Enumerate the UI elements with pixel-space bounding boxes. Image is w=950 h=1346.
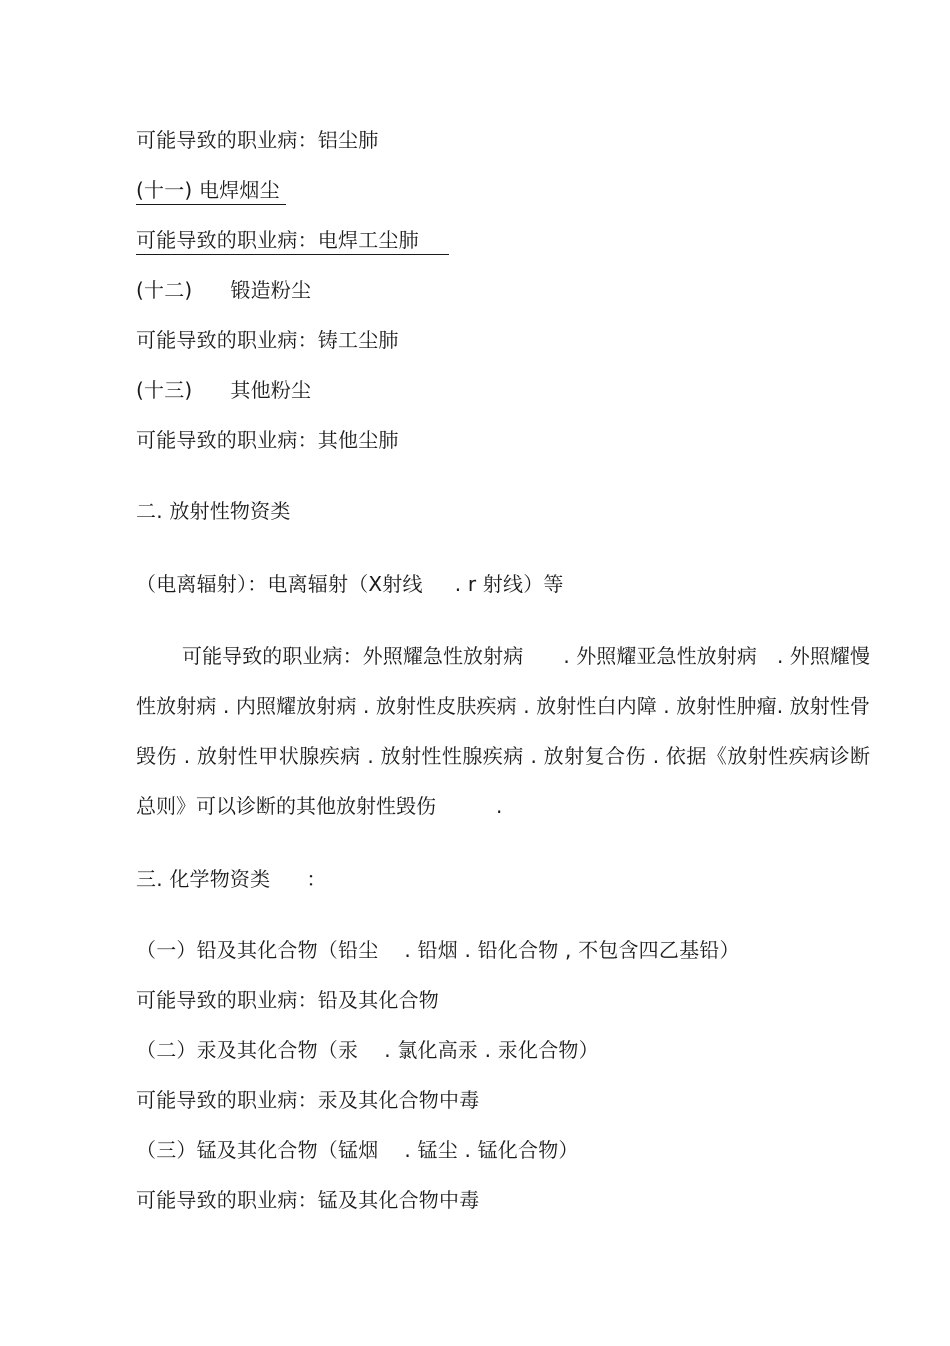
heading-mercury-compounds (136, 1037, 599, 1063)
heading-number: (十二) (136, 278, 193, 302)
section-heading-radioactive (136, 498, 291, 524)
section-title: 三. 化学物资类 (136, 867, 271, 891)
text: 可能导致的职业病：铅及其化合物 (136, 988, 439, 1012)
text: 可能导致的职业病：锰及其化合物中毒 (136, 1188, 480, 1212)
heading-text: 其他粉尘 (230, 378, 312, 402)
section-colon: ： (306, 867, 327, 891)
heading-other-dust (136, 377, 311, 403)
text-part-b: . r 射线）等 (454, 572, 564, 596)
text-part-b: . 氯化高汞 . 汞化合物） (384, 1038, 599, 1062)
line-other-pneumoconiosis (136, 427, 399, 453)
heading-number: (十三) (136, 378, 193, 402)
line-welder-pneumoconiosis (136, 227, 449, 253)
text: 可能导致的职业病：铸工尘肺 (136, 328, 399, 352)
text: 可能导致的职业病：电焊工尘肺 (136, 228, 449, 255)
text-part-a: （二）汞及其化合物（汞 (136, 1038, 359, 1062)
text-part-b: . 锰尘 . 锰化合物） (404, 1138, 579, 1162)
paragraph-radiation-diseases (136, 631, 870, 831)
heading-forging-dust (136, 277, 311, 303)
heading-text: (十一) 电焊烟尘 (136, 178, 286, 205)
line-ionizing-radiation (136, 571, 564, 597)
section-title: 二. 放射性物资类 (136, 499, 291, 523)
heading-manganese-compounds (136, 1137, 579, 1163)
text-part-a: （一）铅及其化合物（铅尘 (136, 938, 379, 962)
heading-welding-fume (136, 177, 286, 203)
text: 可能导致的职业病：汞及其化合物中毒 (136, 1088, 480, 1112)
line-aluminum-pneumoconiosis (136, 127, 378, 153)
section-heading-chemical (136, 866, 327, 892)
text-part-b: . 铅烟 . 铅化合物 , 不包含四乙基铅） (404, 938, 740, 962)
text: 可能导致的职业病：铝尘肺 (136, 128, 379, 152)
heading-text: 锻造粉尘 (230, 278, 312, 302)
line-mercury-poisoning (136, 1087, 479, 1113)
line-lead-disease (136, 987, 439, 1013)
paragraph-text: 可能导致的职业病：外照耀急性放射病 . 外照耀亚急性放射病 . 外照耀慢性放射病 . 内照耀放射病 . 放射性皮肤疾病 . 放射性白内障 . 放射性肿瘤. 放射性骨毁伤 . 放射性甲状腺疾病 . 放射性性腺疾病 . 放射复合伤 . 依据《放射性疾病诊断总则》可以诊断的其他放射性毁伤 . (136, 644, 870, 818)
line-foundry-pneumoconiosis (136, 327, 399, 353)
heading-lead-compounds (136, 937, 740, 963)
text: 可能导致的职业病：其他尘肺 (136, 428, 399, 452)
text-part-a: （三）锰及其化合物（锰烟 (136, 1138, 379, 1162)
line-manganese-poisoning (136, 1187, 479, 1213)
text-part-a: （电离辐射）：电离辐射（X射线 (136, 572, 423, 596)
